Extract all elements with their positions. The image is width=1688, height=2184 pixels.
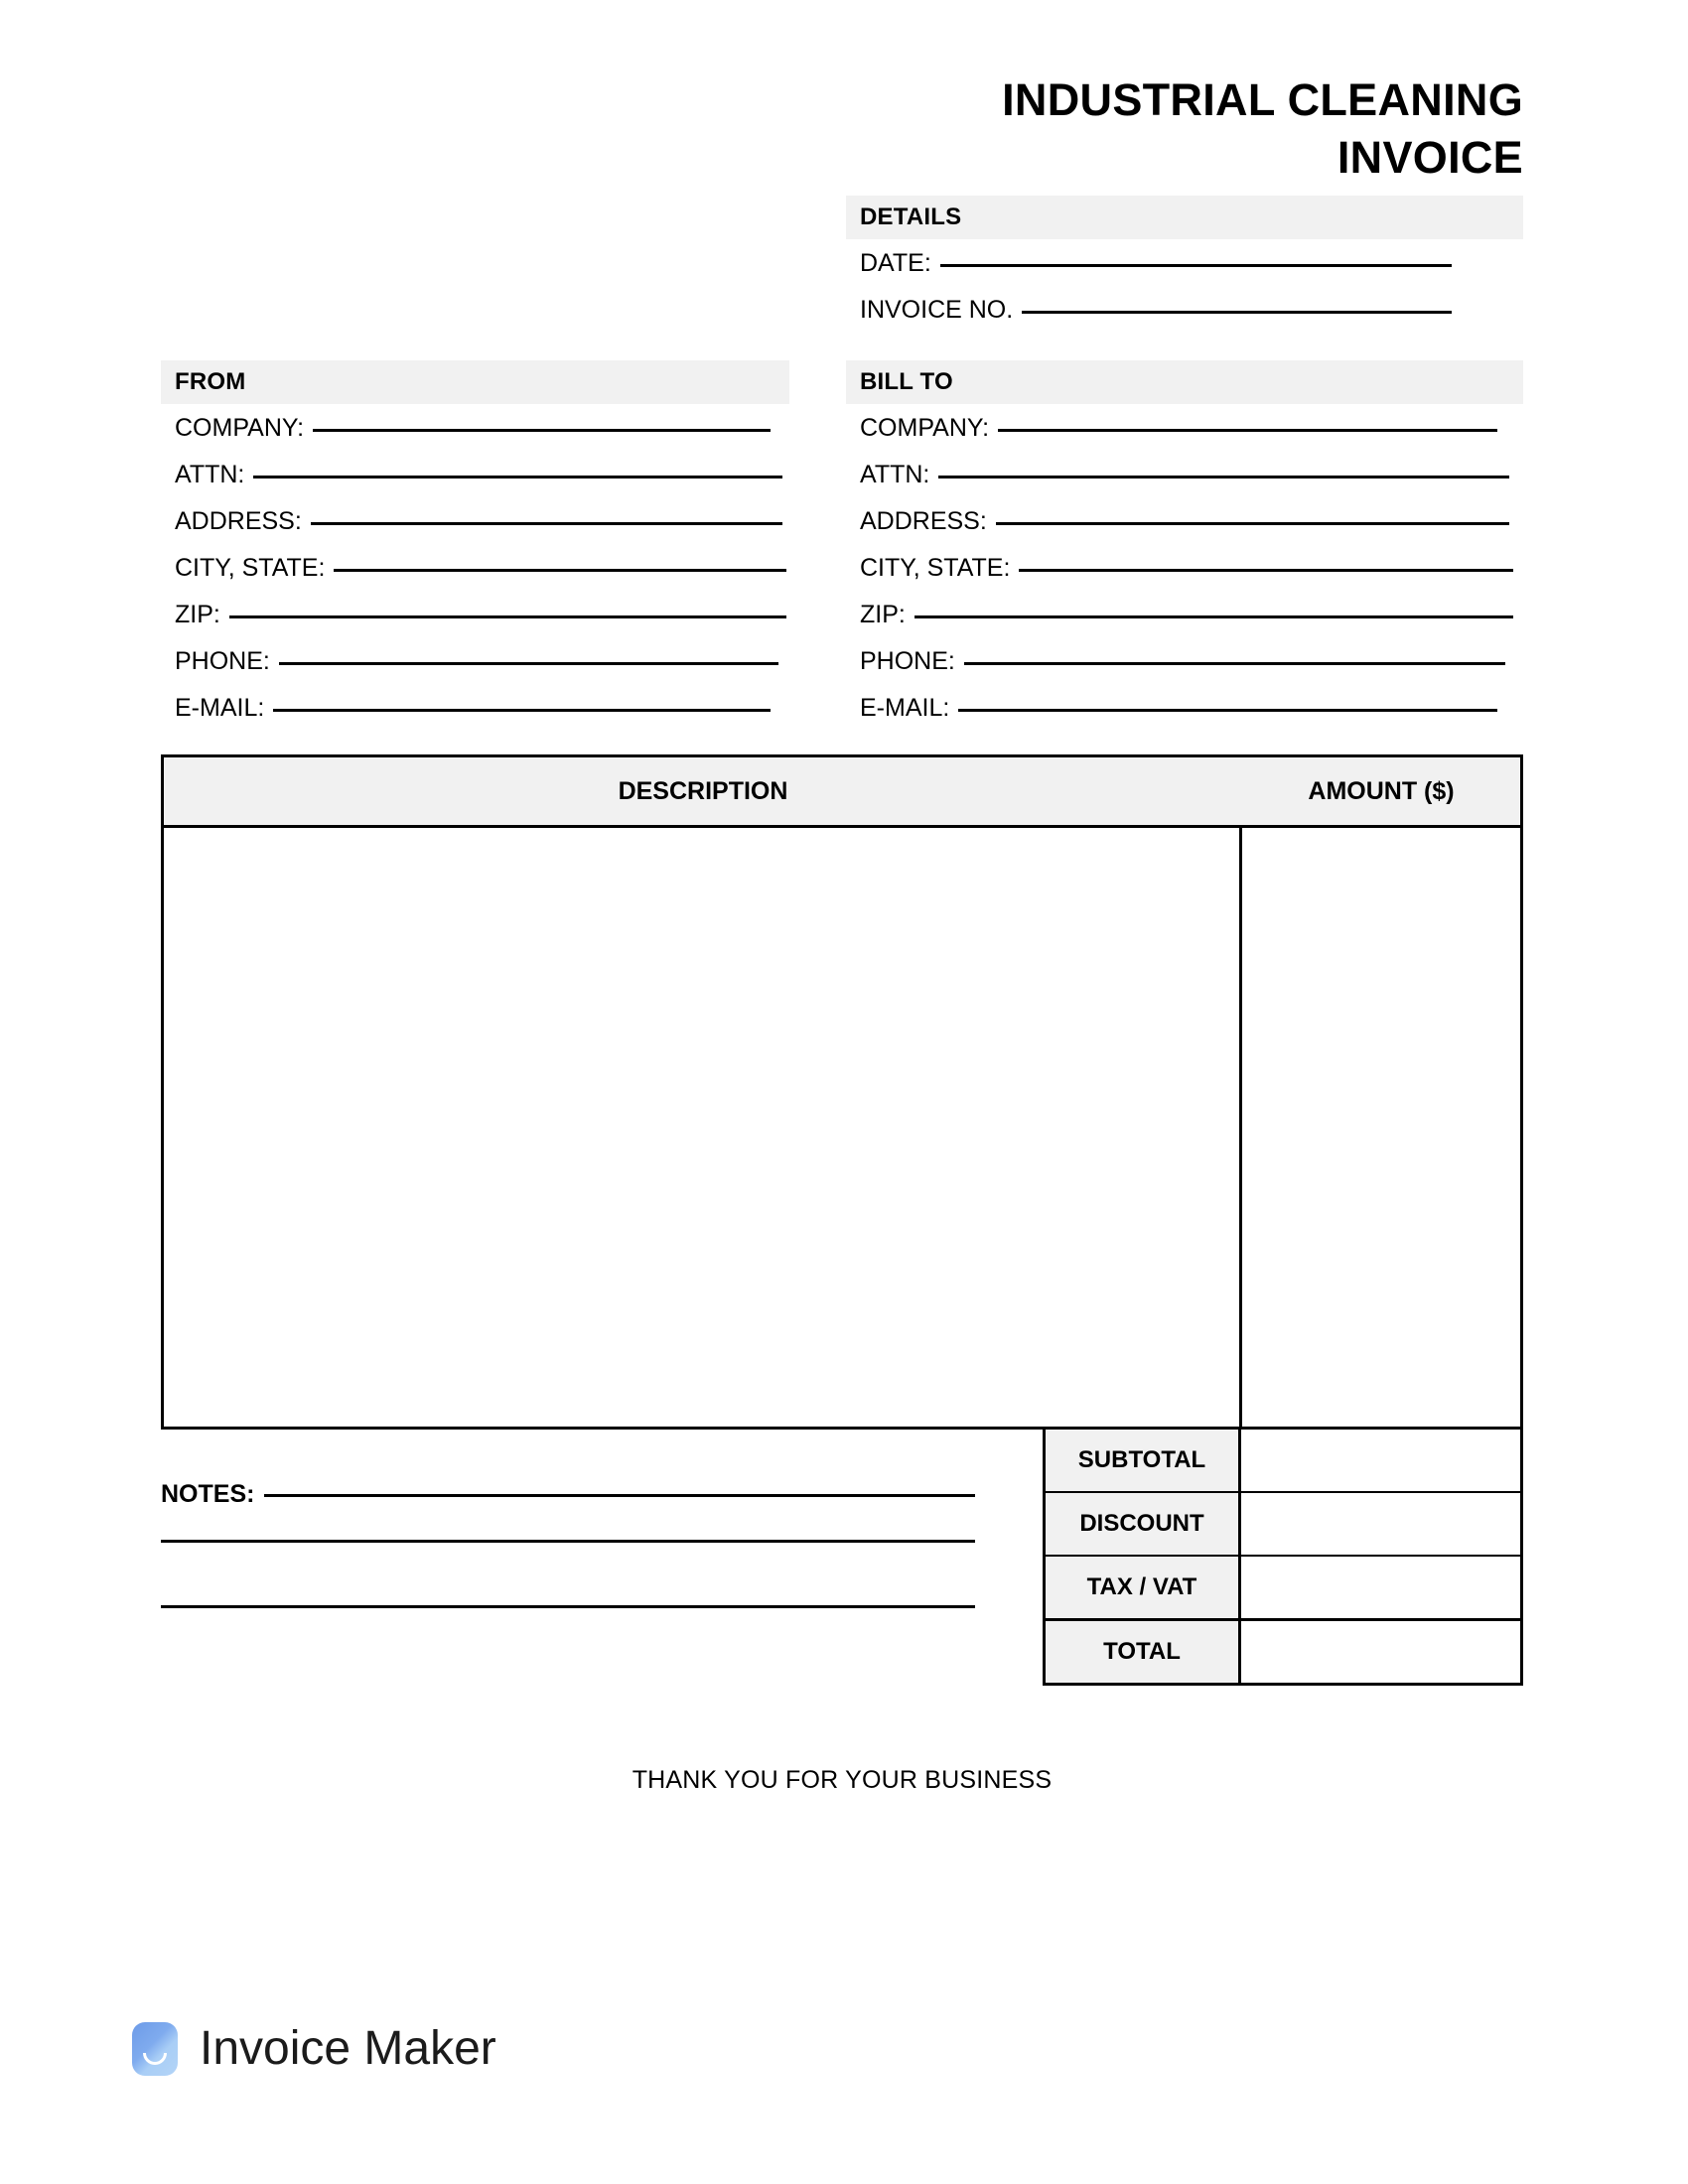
invoice-title-line-2: INVOICE	[1336, 132, 1523, 183]
bill-to-field-attn-input[interactable]	[938, 476, 1509, 478]
bill-to-field-city-state-input[interactable]	[1019, 569, 1513, 572]
totals-label-subtotal: SUBTOTAL	[1046, 1430, 1241, 1491]
from-field-city-state-input[interactable]	[334, 569, 786, 572]
from-field-zip-input[interactable]	[229, 615, 786, 618]
field-invoice-no[interactable]	[846, 293, 1523, 340]
totals-row-total	[1046, 1618, 1520, 1683]
bill-to-fields	[846, 411, 1523, 738]
from-heading: FROM	[175, 368, 246, 395]
totals-value-total[interactable]	[1241, 1621, 1520, 1683]
notes-label: NOTES:	[161, 1480, 255, 1508]
from-field-attn-input[interactable]	[253, 476, 782, 478]
bill-to-field-city-state-label: CITY, STATE:	[860, 554, 1011, 582]
bill-to-section-header	[846, 360, 1523, 404]
notes-input-line-1[interactable]	[264, 1494, 975, 1497]
notes-input-line-3[interactable]	[161, 1605, 975, 1608]
from-field-zip-label: ZIP:	[175, 601, 220, 628]
from-field-zip[interactable]	[161, 598, 796, 644]
field-invoice-no-label: INVOICE NO.	[860, 296, 1014, 324]
bill-to-field-attn-label: ATTN:	[860, 461, 930, 488]
from-field-attn-label: ATTN:	[175, 461, 245, 488]
line-items-body	[164, 828, 1520, 1427]
invoice-title	[846, 71, 1523, 187]
column-header-description: DESCRIPTION	[618, 776, 788, 805]
bill-to-field-address-input[interactable]	[996, 522, 1509, 525]
smile-document-icon	[132, 2022, 178, 2076]
from-field-company[interactable]	[161, 411, 796, 458]
details-fields	[846, 246, 1523, 340]
bill-to-field-email-input[interactable]	[958, 709, 1497, 712]
details-section-header	[846, 196, 1523, 239]
line-items-description-area[interactable]	[164, 828, 1242, 1427]
notes-row-2[interactable]	[161, 1545, 975, 1610]
from-field-address-label: ADDRESS:	[175, 507, 302, 535]
totals-value-tax-vat[interactable]	[1241, 1557, 1520, 1618]
from-field-attn[interactable]	[161, 458, 796, 504]
totals-table	[1043, 1427, 1523, 1686]
field-date-label: DATE:	[860, 249, 931, 277]
field-invoice-no-input[interactable]	[1022, 311, 1452, 314]
bill-to-field-email-label: E-MAIL:	[860, 694, 950, 722]
bill-to-field-email[interactable]	[846, 691, 1523, 738]
from-fields	[161, 411, 796, 738]
from-field-company-label: COMPANY:	[175, 414, 305, 442]
totals-row-discount	[1046, 1491, 1520, 1555]
bill-to-field-phone[interactable]	[846, 644, 1523, 691]
notes-row-1[interactable]	[161, 1479, 975, 1545]
from-field-phone-input[interactable]	[279, 662, 778, 665]
totals-row-subtotal	[1046, 1427, 1520, 1491]
notes-input-line-2[interactable]	[161, 1540, 975, 1543]
field-date-input[interactable]	[940, 264, 1452, 267]
from-field-phone[interactable]	[161, 644, 796, 691]
invoice-title-line-1: INDUSTRIAL CLEANING	[1002, 74, 1523, 125]
line-items-amount-area[interactable]	[1242, 828, 1520, 1427]
bill-to-field-phone-input[interactable]	[964, 662, 1505, 665]
bill-to-field-phone-label: PHONE:	[860, 647, 955, 675]
brand-logo	[132, 2022, 496, 2076]
totals-label-discount: DISCOUNT	[1046, 1493, 1241, 1555]
totals-value-discount[interactable]	[1241, 1493, 1520, 1555]
line-items-header-row	[164, 757, 1520, 828]
bill-to-heading: BILL TO	[860, 368, 953, 395]
bill-to-field-zip[interactable]	[846, 598, 1523, 644]
from-section-header	[161, 360, 789, 404]
thank-you-message: THANK YOU FOR YOUR BUSINESS	[632, 1766, 1053, 1794]
totals-row-tax-vat	[1046, 1555, 1520, 1618]
totals-value-subtotal[interactable]	[1241, 1430, 1520, 1491]
from-field-email-input[interactable]	[273, 709, 771, 712]
bill-to-field-company[interactable]	[846, 411, 1523, 458]
smile-arc-icon	[143, 2053, 167, 2065]
from-field-city-state[interactable]	[161, 551, 796, 598]
notes-section	[161, 1479, 975, 1676]
bill-to-field-attn[interactable]	[846, 458, 1523, 504]
from-field-phone-label: PHONE:	[175, 647, 270, 675]
notes-row-3[interactable]	[161, 1610, 975, 1676]
from-field-email-label: E-MAIL:	[175, 694, 265, 722]
bill-to-field-zip-label: ZIP:	[860, 601, 906, 628]
from-field-address[interactable]	[161, 504, 796, 551]
bill-to-field-address-label: ADDRESS:	[860, 507, 987, 535]
column-header-amount: AMOUNT ($)	[1308, 776, 1455, 805]
line-items-table	[161, 754, 1523, 1430]
from-field-company-input[interactable]	[313, 429, 771, 432]
totals-label-total: TOTAL	[1046, 1621, 1241, 1683]
field-date[interactable]	[846, 246, 1523, 293]
from-field-city-state-label: CITY, STATE:	[175, 554, 326, 582]
totals-label-tax-vat: TAX / VAT	[1046, 1557, 1241, 1618]
bill-to-field-company-input[interactable]	[998, 429, 1497, 432]
brand-name: Invoice Maker	[200, 2022, 496, 2075]
bill-to-field-city-state[interactable]	[846, 551, 1523, 598]
bill-to-field-zip-input[interactable]	[914, 615, 1513, 618]
from-field-address-input[interactable]	[311, 522, 782, 525]
from-field-email[interactable]	[161, 691, 796, 738]
bill-to-field-company-label: COMPANY:	[860, 414, 990, 442]
details-heading: DETAILS	[860, 204, 962, 230]
bill-to-field-address[interactable]	[846, 504, 1523, 551]
